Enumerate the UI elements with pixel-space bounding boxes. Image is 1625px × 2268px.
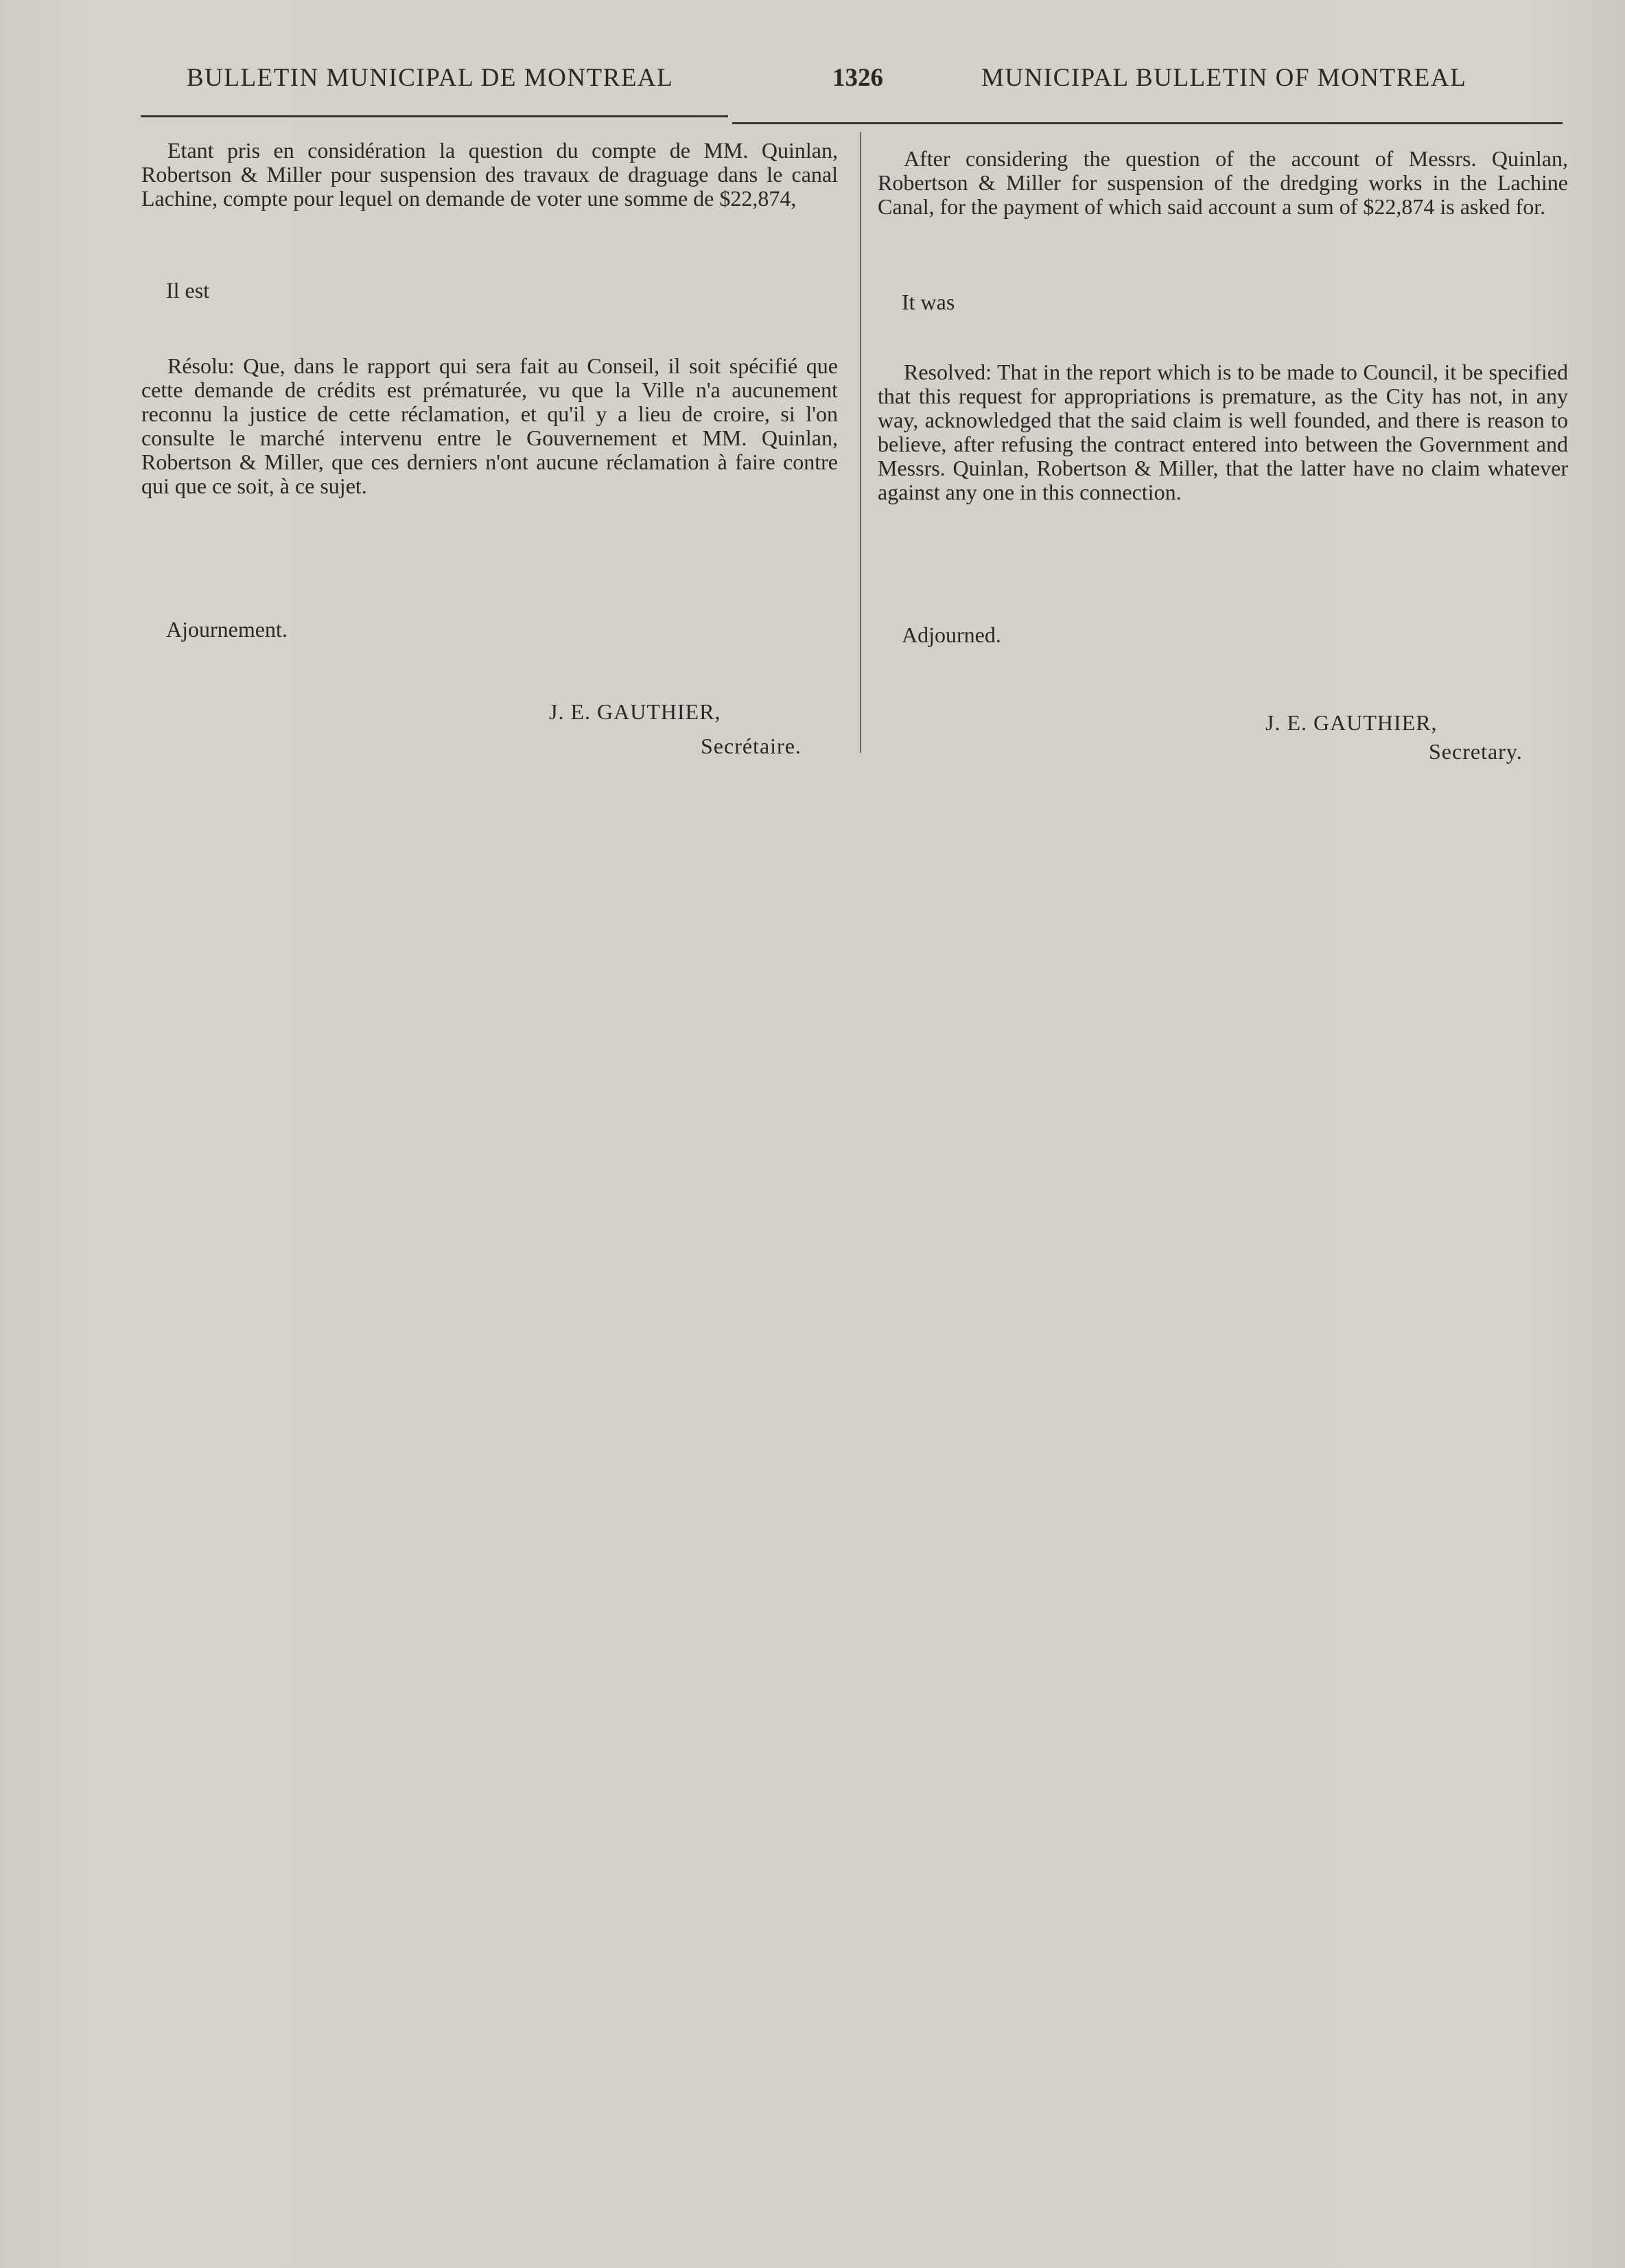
page-number: 1326 (832, 64, 883, 92)
english-resolution-paragraph: Resolved: That in the report which is to be made to Council, it be specified that this request for appropriations is premature, as the City has not, in any way, acknowledged that the said claim is well founded, and there is reason to believe, after refusing the contract entered into between the Government and Messrs. Quinlan, Robertson & Miller, that the latter have no claim whatever against any one in this connection. (878, 360, 1568, 504)
running-head (0, 63, 1625, 104)
header-rule-right (732, 122, 1563, 124)
header-english-title: MUNICIPAL BULLETIN OF MONTREAL (981, 64, 1467, 92)
english-adjourned: Adjourned. (902, 622, 1001, 647)
column-divider (860, 132, 861, 753)
french-adjourned: Ajournement. (166, 617, 288, 642)
english-signature-name: J. E. GAUTHIER, (1265, 710, 1438, 735)
header-french-title: BULLETIN MUNICIPAL DE MONTREAL (187, 64, 674, 92)
english-signature-title: Secretary. (1429, 739, 1523, 764)
english-intro-paragraph: After considering the question of the account of Messrs. Quinlan, Robertson & Miller for suspension of the dredging works in the Lachine Canal, for the payment of which said account a sum of $22,874 is asked for. (878, 146, 1568, 219)
french-signature-title: Secrétaire. (701, 734, 802, 758)
french-resolution-paragraph: Résolu: Que, dans le rapport qui sera fait au Conseil, il soit spécifié que cette demande de crédits est prématurée, vu que la Ville n'a aucunement reconnu la justice de cette réclamation, et qu'il y a lieu de croire, si l'on consulte le marché intervenu entre le Gouvernement et MM. Quinlan, Robertson & Miller, que ces derniers n'ont aucune réclamation à faire contre qui que ce soit, à ce sujet. (141, 353, 838, 498)
french-it-was: Il est (166, 278, 210, 303)
english-it-was: It was (902, 290, 955, 314)
header-rule-left (141, 115, 728, 117)
french-signature-name: J. E. GAUTHIER, (549, 699, 721, 724)
french-intro-paragraph: Etant pris en considération la question du compte de MM. Quinlan, Robertson & Miller pour suspension des travaux de draguage dans le canal Lachine, compte pour lequel on demande de voter une somme de $22,874, (141, 138, 838, 211)
